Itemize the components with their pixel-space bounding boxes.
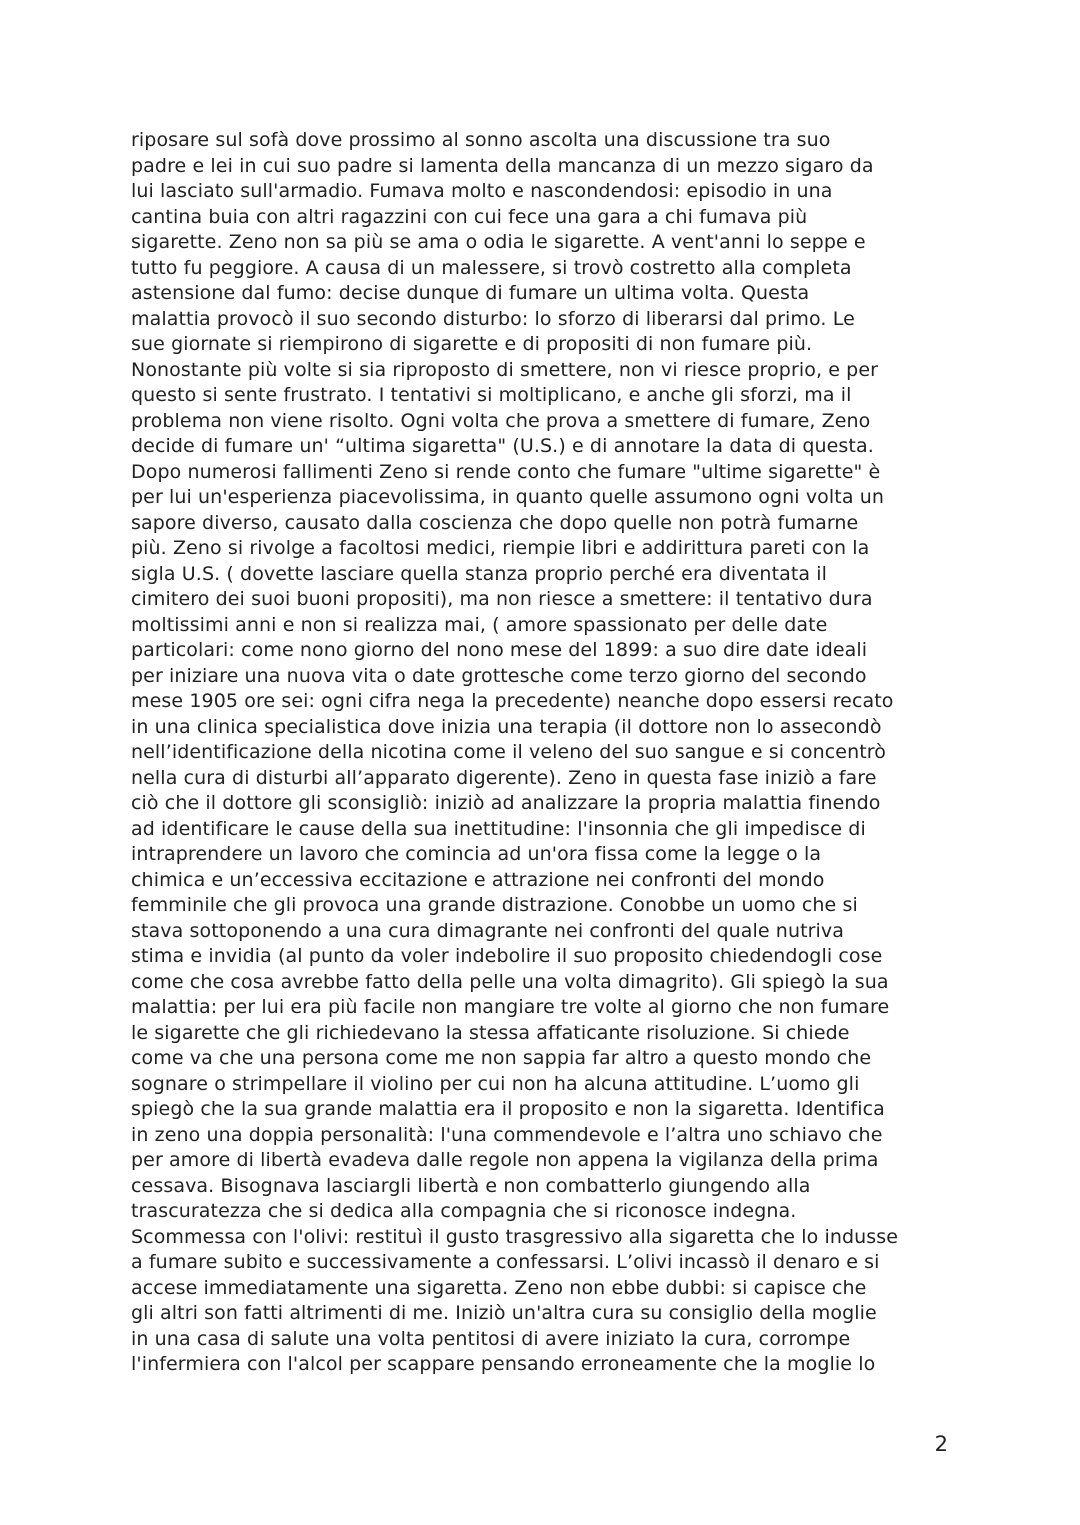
text-line: sognare o strimpellare il violino per cui non ha alcuna attitudine. L’uomo gli	[131, 1072, 860, 1095]
text-line: per amore di libertà evadeva dalle regole non appena la vigilanza della prima	[131, 1149, 879, 1171]
text-line: Nonostante più volte si sia riproposto di smettere, non vi riesce proprio, e per	[131, 358, 879, 381]
text-line: particolari: come nono giorno del nono mese del 1899: a suo dire date ideali	[131, 639, 868, 661]
text-line: più. Zeno si rivolge a facoltosi medici, riempie libri e addirittura pareti con la	[131, 537, 870, 559]
text-line: cimitero dei suoi buoni propositi), ma non riesce a smettere: il tentativo dura	[131, 588, 873, 610]
text-line: in una clinica specialistica dove inizia una terapia (il dottore non lo assecondò	[131, 715, 882, 738]
text-line: le sigarette che gli richiedevano la stessa affaticante risoluzione. Si chiede	[131, 1021, 850, 1044]
text-line: Scommessa con l'olivi: restituì il gusto trasgressivo alla sigaretta che lo indusse	[131, 1225, 899, 1248]
body-text	[131, 128, 961, 1378]
text-line: tutto fu peggiore. A causa di un malessere, si trovò costretto alla completa	[131, 256, 852, 279]
text-line: astensione dal fumo: decise dunque di fumare un ultima volta. Questa	[131, 282, 810, 304]
text-line: nella cura di disturbi all’apparato digerente). Zeno in questa fase iniziò a fare	[131, 766, 877, 789]
text-line: moltissimi anni e non si realizza mai, ( amore spassionato per delle date	[131, 613, 828, 636]
text-line: spiegò che la sua grande malattia era il proposito e non la sigaretta. Identifica	[131, 1098, 885, 1120]
text-line: padre e lei in cui suo padre si lamenta della mancanza di un mezzo sigaro da	[131, 154, 874, 177]
text-line: mese 1905 ore sei: ogni cifra nega la precedente) neanche dopo essersi recato	[131, 690, 894, 712]
text-line: problema non viene risolto. Ogni volta che prova a smettere di fumare, Zeno	[131, 409, 871, 432]
text-line: sigarette. Zeno non sa più se ama o odia le sigarette. A vent'anni lo seppe e	[131, 231, 866, 253]
text-line: ciò che il dottore gli sconsigliò: iniziò ad analizzare la propria malattia finendo	[131, 792, 881, 814]
text-line: per iniziare una nuova vita o date grottesche come terzo giorno del secondo	[131, 664, 867, 687]
text-line: riposare sul sofà dove prossimo al sonno ascolta una discussione tra suo	[131, 129, 831, 151]
text-line: malattia: per lui era più facile non mangiare tre volte al giorno che non fumare	[131, 996, 890, 1018]
text-line: sapore diverso, causato dalla coscienza che dopo quelle non potrà fumarne	[131, 511, 859, 534]
text-line: l'infermiera con l'alcol per scappare pensando erroneamente che la moglie lo	[131, 1353, 876, 1375]
text-line: lui lasciato sull'armadio. Fumava molto e nascondendosi: episodio in una	[131, 180, 833, 202]
text-line: femminile che gli provoca una grande distrazione. Conobbe un uomo che si	[131, 894, 858, 916]
text-line: in zeno una doppia personalità: l'una commendevole e l’altra uno schiavo che	[131, 1123, 883, 1146]
text-line: sue giornate si riempirono di sigarette e di propositi di non fumare più.	[131, 333, 813, 355]
text-line: cantina buia con altri ragazzini con cui fece una gara a chi fumava più	[131, 205, 808, 228]
text-line: stava sottoponendo a una cura dimagrante nei confronti del quale nutriva	[131, 919, 845, 942]
text-line: chimica e un’eccessiva eccitazione e attrazione nei confronti del mondo	[131, 868, 825, 891]
text-line: ad identificare le cause della sua inettitudine: l'insonnia che gli impedisce di	[131, 817, 866, 840]
text-line: sigla U.S. ( dovette lasciare quella stanza proprio perché era diventata il	[131, 562, 828, 585]
text-line: per lui un'esperienza piacevolissima, in quanto quelle assumono ogni volta un	[131, 486, 884, 508]
text-line: accese immediatamente una sigaretta. Zeno non ebbe dubbi: si capisce che	[131, 1276, 867, 1299]
text-line: gli altri son fatti altrimenti di me. Iniziò un'altra cura su consiglio della moglie	[131, 1302, 877, 1324]
text-line: decide di fumare un' “ultima sigaretta" (U.S.) e di annotare la data di questa.	[131, 435, 874, 457]
text-line: questo si sente frustrato. I tentativi si moltiplicano, e anche gli sforzi, ma il	[131, 384, 852, 406]
text-line: come che cosa avrebbe fatto della pelle una volta dimagrito). Gli spiegò la sua	[131, 970, 889, 993]
text-line: Dopo numerosi fallimenti Zeno si rende conto che fumare "ultime sigarette" è	[131, 460, 881, 483]
text-line: in una casa di salute una volta pentitosi di avere iniziato la cura, corrompe	[131, 1327, 851, 1350]
text-line: trascuratezza che si dedica alla compagnia che si riconosce indegna.	[131, 1200, 797, 1222]
text-line: a fumare subito e successivamente a confessarsi. L’olivi incassò il denaro e si	[131, 1251, 880, 1273]
text-line: intraprendere un lavoro che comincia ad un'ora fissa come la legge o la	[131, 843, 822, 865]
text-line: come va che una persona come me non sappia far altro a questo mondo che	[131, 1047, 872, 1069]
text-line: nell’identificazione della nicotina come il veleno del suo sangue e si concentrò	[131, 741, 886, 763]
text-line: cessava. Bisognava lasciargli libertà e non combatterlo giungendo alla	[131, 1174, 811, 1197]
page-number: 2	[934, 1432, 948, 1456]
text-line: malattia provocò il suo secondo disturbo: lo sforzo di liberarsi dal primo. Le	[131, 307, 855, 330]
text-line: stima e invidia (al punto da voler indebolire il suo proposito chiedendogli cose	[131, 945, 883, 967]
